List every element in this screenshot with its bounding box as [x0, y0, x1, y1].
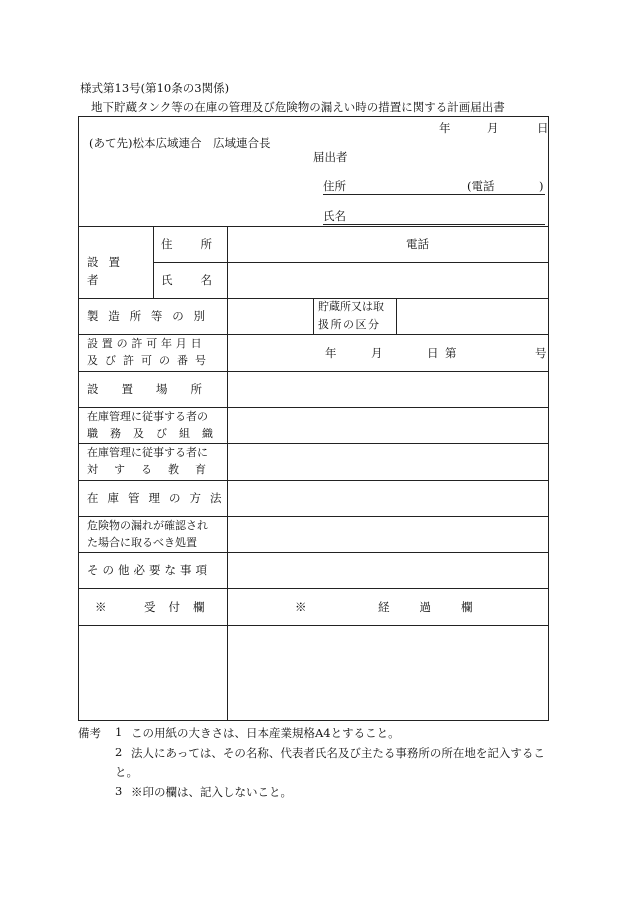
note-1-number: 1 — [115, 725, 123, 739]
address-label: 住所 — [323, 179, 346, 193]
form-frame — [78, 116, 549, 721]
form-number: 様式第13号(第10条の3関係) — [80, 81, 230, 95]
name-underline — [323, 224, 545, 225]
note-2-line2: と。 — [115, 765, 138, 779]
phone-open: (電話 — [467, 179, 495, 193]
reception-label: ※ 受付欄 — [95, 600, 218, 614]
leak-label-line2: た場合に取るべき処置 — [87, 536, 197, 549]
note-3: ※印の欄は、記入しないこと。 — [131, 785, 292, 799]
notes-label: 備考 — [78, 726, 101, 740]
note-2-number: 2 — [115, 745, 123, 759]
date-year: 年 — [439, 121, 451, 135]
row-divider — [79, 480, 549, 481]
row-divider — [79, 588, 549, 589]
row-divider — [79, 552, 549, 553]
address-underline — [323, 194, 545, 195]
col-divider — [227, 226, 228, 721]
phone-close: ) — [539, 179, 544, 193]
row-divider — [79, 298, 549, 299]
progress-label: ※ 経過欄 — [295, 600, 503, 614]
row-divider — [79, 371, 549, 372]
other-label: その他必要な事項 — [87, 563, 211, 577]
installer-address-label: 住所 — [161, 237, 240, 251]
permit-no: 第 — [445, 346, 457, 360]
location-label: 設置場所 — [87, 382, 225, 396]
col-divider — [153, 226, 154, 298]
installer-name-label: 氏名 — [161, 273, 240, 287]
installer-label — [87, 253, 145, 289]
permit-year: 年 — [325, 346, 337, 360]
permit-label-line2: 及び許可の番号 — [87, 354, 213, 367]
addressee: (あて先)松本広域連合 広域連合長 — [89, 136, 271, 150]
permit-label-line1: 設置の許可年月日 — [87, 337, 206, 350]
storage-class-line2: 扱所の区分 — [318, 318, 381, 331]
storage-class-line1: 貯蔵所又は取 — [318, 300, 384, 313]
row-divider — [153, 262, 549, 263]
row-divider — [79, 625, 549, 626]
permit-month: 月 — [371, 346, 383, 360]
note-3-number: 3 — [115, 784, 123, 798]
name-label: 氏名 — [323, 209, 346, 223]
form-title: 地下貯蔵タンク等の在庫の管理及び危険物の漏えい時の措置に関する計画届出書 — [91, 100, 505, 114]
permit-day: 日 — [427, 346, 439, 360]
permit-go: 号 — [535, 346, 547, 360]
education-label-line2: 対する教育 — [87, 463, 222, 476]
method-label: 在庫管理の方法 — [87, 491, 231, 505]
installer-phone-label: 電話 — [406, 237, 429, 251]
col-divider — [313, 298, 314, 334]
education-label-line1: 在庫管理に従事する者に — [87, 446, 208, 459]
facility-type-label: 製造所等の別 — [87, 309, 215, 323]
note-1: この用紙の大きさは、日本産業規格A4とすること。 — [131, 726, 400, 740]
notifier-label: 届出者 — [313, 150, 348, 164]
col-divider — [396, 298, 397, 334]
installer-text: 設置者 — [87, 255, 130, 287]
note-2-line1: 法人にあっては、その名称、代表者氏名及び主たる事務所の所在地を記入するこ — [131, 746, 545, 760]
leak-label-line1: 危険物の漏れが確認され — [87, 519, 208, 532]
row-divider — [79, 226, 549, 227]
staff-label-line2: 職務及び組織 — [87, 427, 225, 440]
date-month: 月 — [487, 121, 499, 135]
staff-label-line1: 在庫管理に従事する者の — [87, 410, 208, 423]
date-day: 日 — [537, 121, 549, 135]
